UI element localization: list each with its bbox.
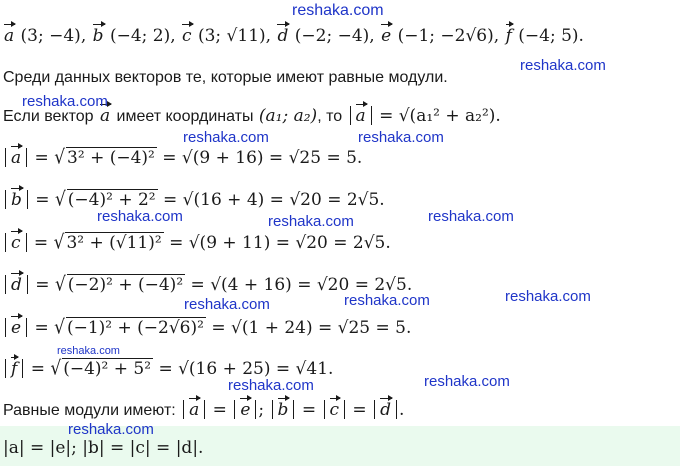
abs-e: e — [5, 318, 27, 337]
conclusion-equalities: a = e ; b = c = d . — [181, 400, 404, 420]
radicand-e: (−1)² + (−2√6)² — [66, 318, 204, 338]
rule-then: , то — [317, 108, 343, 125]
radicand-d: (−2)² + (−4)² — [67, 275, 184, 295]
radicand-a: 3² + (−4)² — [67, 148, 155, 168]
watermark: reshaka.com — [183, 129, 269, 146]
rest-e: = √(1 + 24) = √25 = 5. — [211, 318, 412, 338]
radicand-c: 3² + (√11)² — [66, 233, 162, 253]
conclusion-line — [3, 400, 404, 419]
vector-a-coords: (3; −4) — [20, 26, 81, 46]
watermark: reshaka.com — [344, 292, 430, 309]
rule-abs: a — [350, 106, 372, 125]
rule-formula: = √(a₁² + a₂²). — [379, 106, 501, 126]
radicand-b: (−4)² + 2² — [67, 190, 156, 210]
computation-b: b = √ (−4)² + 2² = √(16 + 4) = √20 = 2√5. — [3, 189, 385, 209]
vector-a-symbol: a — [4, 26, 15, 46]
watermark: reshaka.com — [520, 57, 606, 74]
watermark: reshaka.com — [428, 208, 514, 225]
conclusion-label: Равные модули имеют: — [3, 402, 176, 419]
watermark: reshaka.com — [97, 208, 183, 225]
computation-d: d = √ (−2)² + (−4)² = √(4 + 16) = √20 = 2√5. — [3, 274, 412, 294]
vector-f-coords: (−4; 5) — [518, 26, 579, 46]
vector-d-symbol: d — [277, 26, 289, 46]
sqrt-sign-icon: √ — [54, 316, 65, 340]
computation-f: f = √ (−4)² + 5² = √(16 + 25) = √41. — [3, 358, 333, 378]
vector-b-symbol: b — [92, 26, 104, 46]
computation-a: a = √ 3² + (−4)² = √(9 + 16) = √25 = 5. — [3, 147, 362, 167]
task-text: Среди данных векторов те, которые имеют равные модули. — [3, 69, 448, 86]
rest-f: = √(16 + 25) = √41. — [158, 359, 334, 379]
radicand-f: (−4)² + 5² — [63, 359, 152, 379]
watermark: reshaka.com — [184, 296, 270, 313]
rest-b: = √(16 + 4) = √20 = 2√5. — [163, 190, 385, 210]
rule-coords: (a₁; a₂) — [258, 106, 318, 126]
abs-b: b — [5, 190, 28, 209]
watermark: reshaka.com — [22, 93, 108, 110]
watermark: reshaka.com — [228, 377, 314, 394]
vectors-list: a (3; −4), b (−4; 2), c (3; √11), d (−2; −4), e (−1; −2√6), f (−4; 5). — [4, 26, 584, 46]
watermark: reshaka.com — [68, 421, 154, 438]
rule-prefix: Если вектор — [3, 108, 94, 125]
watermark: reshaka.com — [268, 213, 354, 230]
sqrt-sign-icon: √ — [54, 146, 66, 170]
sqrt-sign-icon: √ — [54, 188, 66, 212]
answer-line: |a| = |e|; |b| = |c| = |d|. — [3, 438, 204, 458]
watermark: reshaka.com — [292, 2, 384, 19]
sqrt-sign-icon: √ — [54, 273, 66, 297]
vector-f-symbol: f — [505, 26, 512, 46]
rest-a: = √(9 + 16) = √25 = 5. — [162, 148, 363, 168]
sqrt-sign-icon: √ — [53, 231, 65, 255]
abs-a: a — [5, 148, 27, 167]
computation-e: e = √ (−1)² + (−2√6)² = √(1 + 24) = √25 = 5. — [3, 317, 411, 337]
rest-c: = √(9 + 11) = √20 = 2√5. — [169, 233, 391, 253]
watermark: reshaka.com — [424, 373, 510, 390]
vector-e-coords: (−1; −2√6) — [397, 26, 494, 46]
vector-b-coords: (−4; 2) — [109, 26, 171, 46]
watermark: reshaka.com — [505, 288, 591, 305]
rule-middle: имеет координаты — [116, 108, 254, 125]
abs-d: d — [5, 275, 28, 294]
vector-c-symbol: c — [182, 26, 192, 46]
rule-vector-symbol: a — [99, 106, 111, 126]
watermark: reshaka.com — [57, 345, 120, 357]
sqrt-sign-icon: √ — [50, 357, 62, 381]
rest-d: = √(4 + 16) = √20 = 2√5. — [190, 275, 413, 295]
abs-f: f — [5, 359, 23, 378]
vector-c-coords: (3; √11) — [197, 26, 266, 46]
vector-d-coords: (−2; −4) — [294, 26, 370, 46]
watermark: reshaka.com — [358, 129, 444, 146]
vector-e-symbol: e — [381, 26, 392, 46]
computation-c: c = √ 3² + (√11)² = √(9 + 11) = √20 = 2√5. — [3, 232, 391, 252]
abs-c: c — [5, 233, 27, 252]
